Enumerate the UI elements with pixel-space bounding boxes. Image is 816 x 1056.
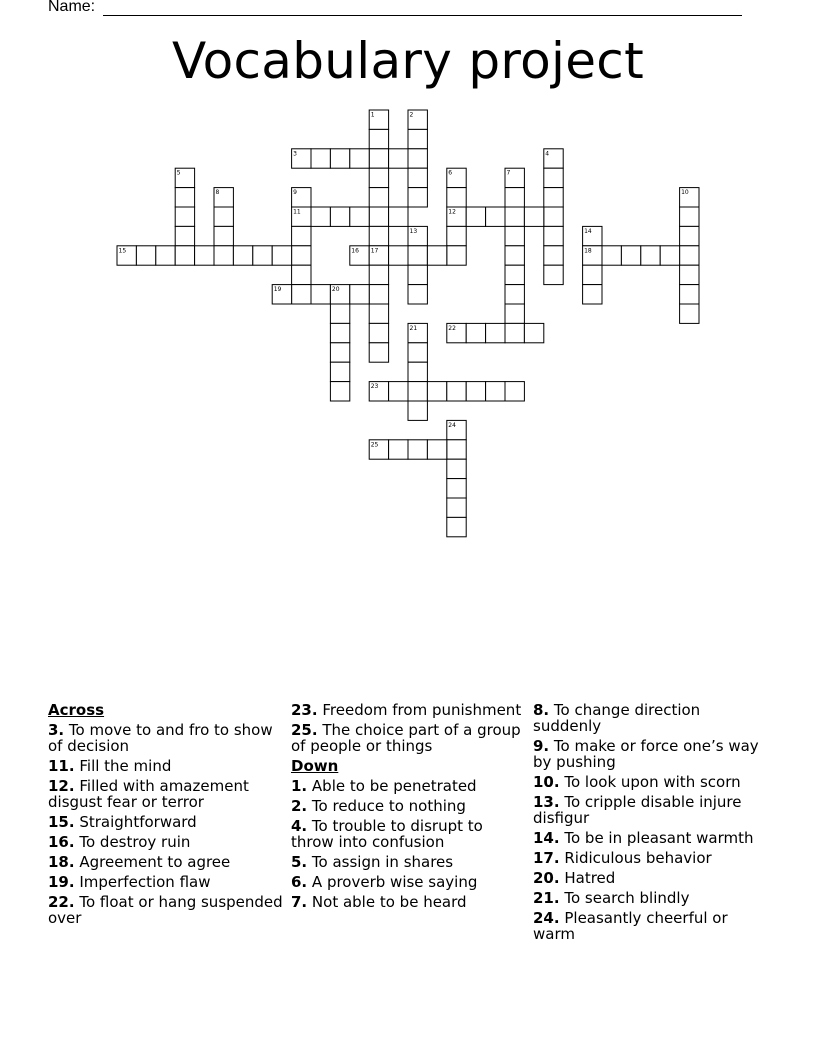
clue-across-15 <box>48 814 283 830</box>
grid-cell[interactable] <box>175 188 194 207</box>
grid-cell[interactable] <box>330 207 349 226</box>
grid-cell[interactable] <box>447 479 466 498</box>
clue-down-14 <box>533 830 768 846</box>
clue-text: Pleasantly cheerful or warm <box>533 909 728 943</box>
clue-text: Agreement to agree <box>79 853 231 871</box>
grid-cell[interactable] <box>369 226 388 245</box>
grid-cell[interactable] <box>350 207 369 226</box>
clue-number: 23. <box>291 701 318 719</box>
cell-number-10: 10 <box>681 189 689 197</box>
clue-number: 20. <box>533 869 560 887</box>
clue-number: 2. <box>291 797 308 815</box>
grid-cell[interactable] <box>369 343 388 362</box>
clue-number: 25. <box>291 721 318 739</box>
grid-cell[interactable] <box>408 246 427 265</box>
grid-cell[interactable] <box>369 285 388 304</box>
grid-cell[interactable] <box>330 323 349 342</box>
grid-cell[interactable] <box>175 207 194 226</box>
grid-cell[interactable] <box>214 246 233 265</box>
clue-number: 17. <box>533 849 560 867</box>
grid-cell[interactable] <box>486 207 505 226</box>
clue-text: Fill the mind <box>79 757 172 775</box>
clue-across-22 <box>48 894 283 926</box>
grid-cell[interactable] <box>195 246 214 265</box>
name-label: Name: <box>48 0 96 15</box>
grid-cell[interactable] <box>311 285 330 304</box>
clue-text: To reduce to nothing <box>311 797 466 815</box>
clues-column-2 <box>291 702 526 914</box>
grid-cell[interactable] <box>583 265 602 284</box>
grid-cell[interactable] <box>466 382 485 401</box>
cell-number-14: 14 <box>584 227 592 235</box>
grid-cell[interactable] <box>466 207 485 226</box>
clue-text: Filled with amazement disgust fear or terror <box>48 777 249 811</box>
clue-text: To float or hang suspended over <box>48 893 283 927</box>
grid-cell[interactable] <box>660 246 679 265</box>
clue-across-18 <box>48 854 283 870</box>
cell-number-23: 23 <box>370 383 379 391</box>
grid-cell[interactable] <box>505 304 524 323</box>
grid-cell[interactable] <box>544 226 563 245</box>
clue-across-23 <box>291 702 526 718</box>
clue-down-1 <box>291 778 526 794</box>
grid-cell[interactable] <box>369 149 388 168</box>
grid-cell[interactable] <box>369 129 388 148</box>
clue-text: A proverb wise saying <box>311 873 478 891</box>
clue-number: 9. <box>533 737 550 755</box>
clue-across-19 <box>48 874 283 890</box>
clue-number: 8. <box>533 701 550 719</box>
across-heading: Across <box>48 701 105 719</box>
clue-number: 21. <box>533 889 560 907</box>
grid-cell[interactable] <box>272 246 291 265</box>
clue-text: Able to be penetrated <box>311 777 477 795</box>
cell-number-22: 22 <box>448 324 456 332</box>
cell-number-15: 15 <box>118 247 127 255</box>
grid-cell[interactable] <box>524 207 543 226</box>
grid-cell[interactable] <box>544 207 563 226</box>
clue-text: To change direction suddenly <box>533 701 701 735</box>
cell-number-12: 12 <box>448 208 456 216</box>
cell-number-18: 18 <box>584 247 592 255</box>
grid-cell[interactable] <box>486 323 505 342</box>
grid-cell[interactable] <box>447 246 466 265</box>
grid-cell[interactable] <box>330 149 349 168</box>
grid-cell[interactable] <box>408 149 427 168</box>
cell-number-6: 6 <box>448 169 453 177</box>
clue-number: 3. <box>48 721 65 739</box>
clue-across-12 <box>48 778 283 810</box>
grid-cell[interactable] <box>505 226 524 245</box>
grid-cell[interactable] <box>505 207 524 226</box>
grid-cell[interactable] <box>641 246 660 265</box>
grid-cell[interactable] <box>505 382 524 401</box>
grid-cell[interactable] <box>544 188 563 207</box>
clues-column-3 <box>533 702 768 946</box>
clue-across-16 <box>48 834 283 850</box>
cell-number-19: 19 <box>273 286 282 294</box>
grid-cell[interactable] <box>680 226 699 245</box>
grid-cell[interactable] <box>292 265 311 284</box>
clue-down-21 <box>533 890 768 906</box>
grid-cell[interactable] <box>408 343 427 362</box>
grid-cell[interactable] <box>408 168 427 187</box>
cell-number-11: 11 <box>293 208 301 216</box>
clue-number: 19. <box>48 873 75 891</box>
grid-cell[interactable] <box>427 382 446 401</box>
page-title: Vocabulary project <box>172 32 644 90</box>
grid-cell[interactable] <box>505 246 524 265</box>
cell-number-13: 13 <box>409 227 418 235</box>
clue-number: 16. <box>48 833 75 851</box>
clue-down-6 <box>291 874 526 890</box>
cell-number-7: 7 <box>506 169 511 177</box>
grid-cell[interactable] <box>369 323 388 342</box>
cell-number-25: 25 <box>370 441 379 449</box>
clues-column-1 <box>48 702 283 930</box>
grid-cell[interactable] <box>408 129 427 148</box>
clue-text: To look upon with scorn <box>564 773 741 791</box>
grid-cell[interactable] <box>369 188 388 207</box>
cell-number-5: 5 <box>176 169 181 177</box>
clue-text: Imperfection flaw <box>79 873 211 891</box>
grid-cell[interactable] <box>427 246 446 265</box>
clue-number: 24. <box>533 909 560 927</box>
grid-cell[interactable] <box>330 382 349 401</box>
clue-number: 10. <box>533 773 560 791</box>
grid-cell[interactable] <box>330 343 349 362</box>
clue-text: To search blindly <box>564 889 690 907</box>
clue-down-9 <box>533 738 768 770</box>
grid-cell[interactable] <box>447 382 466 401</box>
clue-text: Hatred <box>564 869 616 887</box>
grid-cell[interactable] <box>486 382 505 401</box>
grid-cell[interactable] <box>311 207 330 226</box>
clue-across-11 <box>48 758 283 774</box>
clue-text: To cripple disable injure disfigur <box>533 793 742 827</box>
cell-number-24: 24 <box>448 421 456 429</box>
clue-text: Not able to be heard <box>311 893 467 911</box>
cell-number-2: 2 <box>409 111 414 119</box>
grid-cell[interactable] <box>389 207 408 226</box>
grid-cell[interactable] <box>447 517 466 536</box>
clue-down-17 <box>533 850 768 866</box>
grid-cell[interactable] <box>156 246 175 265</box>
cell-number-9: 9 <box>293 189 297 197</box>
clue-text: To make or force one’s way by pushing <box>533 737 759 771</box>
clue-down-13 <box>533 794 768 826</box>
cell-number-20: 20 <box>331 286 340 294</box>
clue-down-10 <box>533 774 768 790</box>
clue-number: 7. <box>291 893 308 911</box>
clue-text: To assign in shares <box>311 853 454 871</box>
grid-cell[interactable] <box>408 285 427 304</box>
grid-cell[interactable] <box>621 246 640 265</box>
clue-number: 13. <box>533 793 560 811</box>
grid-cell[interactable] <box>311 149 330 168</box>
grid-cell[interactable] <box>447 440 466 459</box>
grid-cell[interactable] <box>408 401 427 420</box>
clue-number: 22. <box>48 893 75 911</box>
grid-cell[interactable] <box>233 246 252 265</box>
clue-text: Straightforward <box>79 813 197 831</box>
cell-number-3: 3 <box>293 150 297 158</box>
grid-cell[interactable] <box>427 440 446 459</box>
clue-text: Ridiculous behavior <box>564 849 712 867</box>
clue-number: 14. <box>533 829 560 847</box>
clue-down-2 <box>291 798 526 814</box>
grid-cell[interactable] <box>680 285 699 304</box>
grid-cell[interactable] <box>447 188 466 207</box>
clue-down-24 <box>533 910 768 942</box>
clue-text: To move to and fro to show of decision <box>48 721 273 755</box>
clue-number: 18. <box>48 853 75 871</box>
grid-cell[interactable] <box>408 440 427 459</box>
grid-cell[interactable] <box>389 382 408 401</box>
grid-cell[interactable] <box>369 168 388 187</box>
grid-cell[interactable] <box>253 246 272 265</box>
grid-cell[interactable] <box>175 246 194 265</box>
clue-across-3 <box>48 722 283 754</box>
grid-cell[interactable] <box>680 304 699 323</box>
grid-cell[interactable] <box>680 265 699 284</box>
clue-down-7 <box>291 894 526 910</box>
grid-cell[interactable] <box>408 382 427 401</box>
grid-cell[interactable] <box>544 168 563 187</box>
clue-down-4 <box>291 818 526 850</box>
grid-cell[interactable] <box>447 459 466 478</box>
grid-cell[interactable] <box>350 149 369 168</box>
grid-cell[interactable] <box>505 323 524 342</box>
clue-down-8 <box>533 702 768 734</box>
clue-text: To trouble to disrupt to throw into confusion <box>291 817 483 851</box>
grid-cell[interactable] <box>292 226 311 245</box>
clue-text: To be in pleasant warmth <box>564 829 754 847</box>
grid-cell[interactable] <box>544 246 563 265</box>
grid-cell[interactable] <box>369 207 388 226</box>
grid-cell[interactable] <box>408 362 427 381</box>
grid-cell[interactable] <box>408 188 427 207</box>
clue-number: 6. <box>291 873 308 891</box>
grid-cell[interactable] <box>408 265 427 284</box>
grid-cell[interactable] <box>214 226 233 245</box>
grid-cell[interactable] <box>602 246 621 265</box>
down-heading: Down <box>291 757 339 775</box>
grid-cell[interactable] <box>505 265 524 284</box>
grid-cell[interactable] <box>292 285 311 304</box>
cell-number-4: 4 <box>545 150 550 158</box>
clue-number: 15. <box>48 813 75 831</box>
grid-cell[interactable] <box>330 304 349 323</box>
grid-cell[interactable] <box>350 285 369 304</box>
grid-cell[interactable] <box>369 304 388 323</box>
clue-text: Freedom from punishment <box>322 701 522 719</box>
clue-down-5 <box>291 854 526 870</box>
clue-across-25 <box>291 722 526 754</box>
grid-cell[interactable] <box>524 323 543 342</box>
clue-number: 1. <box>291 777 308 795</box>
grid-cell[interactable] <box>583 285 602 304</box>
cell-number-16: 16 <box>351 247 359 255</box>
cell-number-21: 21 <box>409 324 418 332</box>
grid-cell[interactable] <box>505 188 524 207</box>
grid-cell[interactable] <box>680 207 699 226</box>
grid-cell[interactable] <box>447 226 466 245</box>
clue-number: 11. <box>48 757 75 775</box>
grid-cell[interactable] <box>505 285 524 304</box>
clue-text: To destroy ruin <box>79 833 191 851</box>
grid-cell[interactable] <box>389 246 408 265</box>
grid-cell[interactable] <box>544 265 563 284</box>
grid-cell[interactable] <box>136 246 155 265</box>
clue-number: 12. <box>48 777 75 795</box>
clue-text: The choice part of a group of people or things <box>291 721 521 755</box>
grid-cell[interactable] <box>466 323 485 342</box>
grid-cell[interactable] <box>389 149 408 168</box>
clue-number: 5. <box>291 853 308 871</box>
cell-number-1: 1 <box>370 111 375 119</box>
clue-number: 4. <box>291 817 308 835</box>
grid-cell[interactable] <box>447 498 466 517</box>
grid-cell[interactable] <box>330 362 349 381</box>
grid-cell[interactable] <box>369 265 388 284</box>
cell-number-8: 8 <box>215 189 220 197</box>
grid-cell[interactable] <box>292 246 311 265</box>
grid-cell[interactable] <box>214 207 233 226</box>
clue-down-20 <box>533 870 768 886</box>
grid-cell[interactable] <box>680 246 699 265</box>
cell-number-17: 17 <box>370 247 379 255</box>
grid-cell[interactable] <box>175 226 194 245</box>
grid-cell[interactable] <box>389 440 408 459</box>
